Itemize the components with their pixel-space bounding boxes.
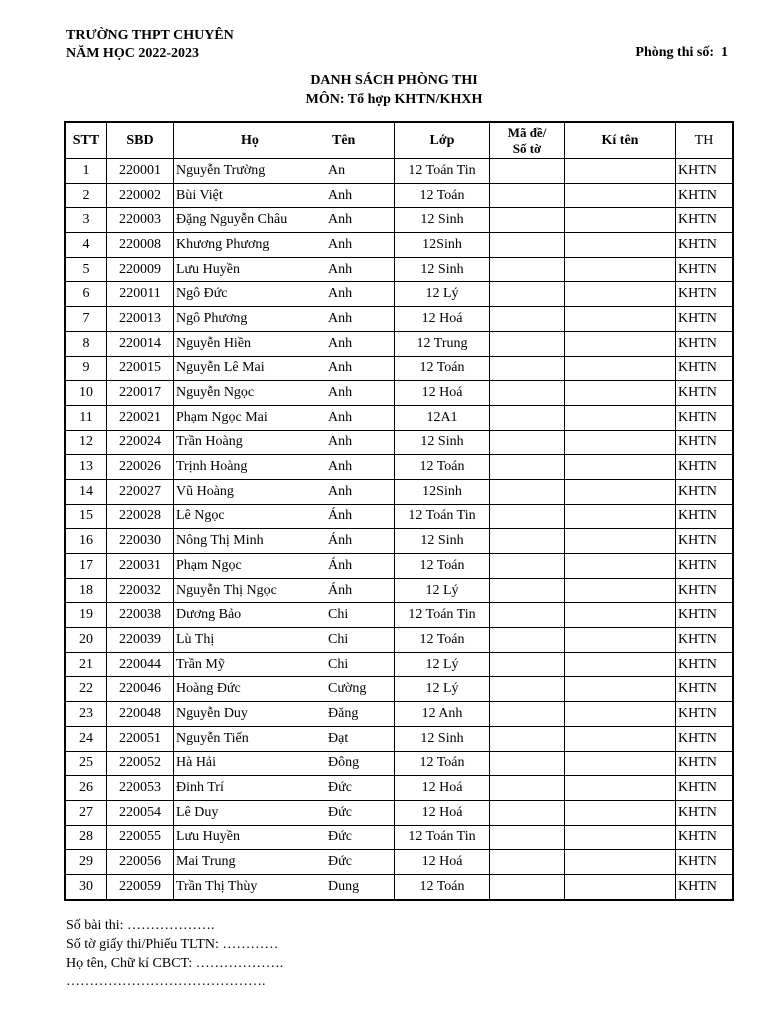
cell-made	[490, 307, 565, 332]
cell-made	[490, 603, 565, 628]
cell-kiten	[565, 603, 676, 628]
cell-stt: 15	[65, 504, 107, 529]
cell-kiten	[565, 677, 676, 702]
exam-room-table	[64, 121, 734, 901]
cell-ten: Anh	[326, 455, 395, 480]
cell-sbd: 220014	[107, 331, 174, 356]
cell-ho: Trần Thị Thùy	[174, 874, 327, 899]
cell-made	[490, 800, 565, 825]
col-ten: Tên	[326, 122, 395, 159]
cell-lop: 12 Toán	[395, 183, 490, 208]
cell-ten: Ánh	[326, 529, 395, 554]
cell-ho: Ngô Đức	[174, 282, 327, 307]
cell-th: KHTN	[676, 529, 734, 554]
cell-stt: 3	[65, 208, 107, 233]
cell-stt: 25	[65, 751, 107, 776]
cell-ten: Anh	[326, 208, 395, 233]
cell-kiten	[565, 331, 676, 356]
cell-sbd: 220032	[107, 578, 174, 603]
cell-lop: 12 Hoá	[395, 776, 490, 801]
cell-sbd: 220044	[107, 652, 174, 677]
cell-ho: Nguyễn Hiền	[174, 331, 327, 356]
cell-ten: Đức	[326, 825, 395, 850]
cell-th: KHTN	[676, 381, 734, 406]
cell-made	[490, 159, 565, 184]
room-label: Phòng thi số:	[635, 45, 714, 60]
cell-lop: 12 Lý	[395, 282, 490, 307]
cell-th: KHTN	[676, 554, 734, 579]
cell-lop: 12 Sinh	[395, 726, 490, 751]
cell-made	[490, 430, 565, 455]
cell-stt: 29	[65, 850, 107, 875]
cell-made	[490, 208, 565, 233]
cell-stt: 14	[65, 479, 107, 504]
cell-kiten	[565, 578, 676, 603]
cell-sbd: 220027	[107, 479, 174, 504]
cell-sbd: 220055	[107, 825, 174, 850]
footer-answer-count: Số bài thi: ……………….	[66, 918, 215, 933]
table-row	[65, 405, 733, 430]
cell-kiten	[565, 874, 676, 899]
cell-lop: 12 Anh	[395, 702, 490, 727]
cell-ho: Nguyễn Duy	[174, 702, 327, 727]
cell-ho: Trần Mỹ	[174, 652, 327, 677]
col-made-line2: Số tờ	[512, 140, 542, 156]
cell-th: KHTN	[676, 183, 734, 208]
cell-ho: Vũ Hoàng	[174, 479, 327, 504]
cell-ten: Cường	[326, 677, 395, 702]
table-row	[65, 208, 733, 233]
cell-ten: Ánh	[326, 504, 395, 529]
cell-th: KHTN	[676, 331, 734, 356]
cell-sbd: 220002	[107, 183, 174, 208]
cell-sbd: 220059	[107, 874, 174, 899]
cell-lop: 12 Toán	[395, 874, 490, 899]
cell-ten: Đông	[326, 751, 395, 776]
table-row	[65, 825, 733, 850]
cell-lop: 12 Toán	[395, 628, 490, 653]
cell-made	[490, 874, 565, 899]
cell-ho: Nguyễn Tiến	[174, 726, 327, 751]
cell-sbd: 220038	[107, 603, 174, 628]
cell-kiten	[565, 504, 676, 529]
table-row	[65, 628, 733, 653]
cell-made	[490, 578, 565, 603]
cell-sbd: 220011	[107, 282, 174, 307]
cell-ten: Đức	[326, 776, 395, 801]
cell-th: KHTN	[676, 726, 734, 751]
cell-th: KHTN	[676, 356, 734, 381]
cell-th: KHTN	[676, 702, 734, 727]
table-row	[65, 800, 733, 825]
cell-made	[490, 652, 565, 677]
cell-ho: Phạm Ngọc Mai	[174, 405, 327, 430]
cell-sbd: 220048	[107, 702, 174, 727]
cell-kiten	[565, 356, 676, 381]
school-name: TRƯỜNG THPT CHUYÊN	[66, 28, 234, 43]
cell-kiten	[565, 652, 676, 677]
cell-lop: 12 Lý	[395, 677, 490, 702]
cell-sbd: 220046	[107, 677, 174, 702]
cell-th: KHTN	[676, 208, 734, 233]
cell-kiten	[565, 233, 676, 258]
cell-lop: 12 Toán	[395, 751, 490, 776]
cell-th: KHTN	[676, 751, 734, 776]
cell-stt: 27	[65, 800, 107, 825]
cell-ho: Đặng Nguyễn Châu	[174, 208, 327, 233]
cell-sbd: 220009	[107, 257, 174, 282]
table-row	[65, 331, 733, 356]
cell-stt: 9	[65, 356, 107, 381]
cell-ten: Đức	[326, 800, 395, 825]
cell-kiten	[565, 776, 676, 801]
cell-stt: 21	[65, 652, 107, 677]
cell-made	[490, 529, 565, 554]
cell-sbd: 220031	[107, 554, 174, 579]
cell-ho: Trịnh Hoàng	[174, 455, 327, 480]
cell-kiten	[565, 751, 676, 776]
cell-made	[490, 628, 565, 653]
cell-kiten	[565, 405, 676, 430]
table-row	[65, 554, 733, 579]
cell-lop: 12 Trung	[395, 331, 490, 356]
cell-sbd: 220017	[107, 381, 174, 406]
cell-th: KHTN	[676, 874, 734, 899]
cell-ten: Anh	[326, 381, 395, 406]
cell-stt: 18	[65, 578, 107, 603]
cell-ten: Ánh	[326, 578, 395, 603]
cell-stt: 20	[65, 628, 107, 653]
cell-lop: 12 Toán	[395, 455, 490, 480]
cell-made	[490, 356, 565, 381]
cell-made	[490, 504, 565, 529]
cell-th: KHTN	[676, 628, 734, 653]
cell-sbd: 220039	[107, 628, 174, 653]
cell-stt: 23	[65, 702, 107, 727]
cell-ten: Ánh	[326, 554, 395, 579]
table-row	[65, 776, 733, 801]
cell-ho: Hoàng Đức	[174, 677, 327, 702]
cell-made	[490, 455, 565, 480]
cell-ho: Lê Ngọc	[174, 504, 327, 529]
cell-stt: 19	[65, 603, 107, 628]
cell-stt: 12	[65, 430, 107, 455]
cell-lop: 12 Toán Tin	[395, 825, 490, 850]
cell-made	[490, 776, 565, 801]
footer-proctor-signature: Họ tên, Chữ kí CBCT: ……………….	[66, 956, 284, 971]
cell-ten: Anh	[326, 307, 395, 332]
cell-lop: 12 Toán	[395, 356, 490, 381]
cell-stt: 2	[65, 183, 107, 208]
cell-ten: Anh	[326, 282, 395, 307]
cell-lop: 12 Toán Tin	[395, 603, 490, 628]
cell-ten: Anh	[326, 356, 395, 381]
col-stt: STT	[65, 122, 107, 159]
cell-kiten	[565, 726, 676, 751]
cell-kiten	[565, 850, 676, 875]
cell-lop: 12Sinh	[395, 479, 490, 504]
cell-stt: 17	[65, 554, 107, 579]
cell-lop: 12 Hoá	[395, 800, 490, 825]
room-value: 1	[721, 45, 728, 60]
cell-made	[490, 331, 565, 356]
cell-kiten	[565, 800, 676, 825]
table-row	[65, 504, 733, 529]
cell-ten: Đăng	[326, 702, 395, 727]
cell-sbd: 220003	[107, 208, 174, 233]
document-title: DANH SÁCH PHÒNG THI	[310, 73, 478, 88]
table-row	[65, 257, 733, 282]
cell-ten: Chi	[326, 652, 395, 677]
table-row	[65, 726, 733, 751]
table-row	[65, 356, 733, 381]
cell-ten: Chi	[326, 603, 395, 628]
cell-kiten	[565, 159, 676, 184]
cell-ten: Anh	[326, 331, 395, 356]
table-row	[65, 874, 733, 899]
cell-sbd: 220021	[107, 405, 174, 430]
cell-lop: 12A1	[395, 405, 490, 430]
cell-sbd: 220053	[107, 776, 174, 801]
cell-ten: Đức	[326, 850, 395, 875]
cell-th: KHTN	[676, 282, 734, 307]
room-number	[635, 44, 728, 62]
cell-sbd: 220015	[107, 356, 174, 381]
cell-sbd: 220028	[107, 504, 174, 529]
cell-ten: Dung	[326, 874, 395, 899]
table-row	[65, 578, 733, 603]
table-row	[65, 282, 733, 307]
cell-ho: Lưu Huyền	[174, 825, 327, 850]
cell-lop: 12 Lý	[395, 652, 490, 677]
cell-sbd: 220052	[107, 751, 174, 776]
table-row	[65, 183, 733, 208]
cell-sbd: 220008	[107, 233, 174, 258]
col-th: TH	[676, 122, 734, 159]
cell-made	[490, 381, 565, 406]
cell-th: KHTN	[676, 603, 734, 628]
cell-kiten	[565, 529, 676, 554]
cell-made	[490, 850, 565, 875]
cell-sbd: 220051	[107, 726, 174, 751]
table-row	[65, 529, 733, 554]
cell-ho: Lưu Huyền	[174, 257, 327, 282]
cell-stt: 7	[65, 307, 107, 332]
table-row	[65, 233, 733, 258]
cell-stt: 28	[65, 825, 107, 850]
footer-signature-line: …………………………………….	[66, 974, 266, 989]
cell-stt: 5	[65, 257, 107, 282]
cell-ho: Dương Bảo	[174, 603, 327, 628]
cell-sbd: 220030	[107, 529, 174, 554]
cell-lop: 12 Hoá	[395, 850, 490, 875]
cell-ten: An	[326, 159, 395, 184]
cell-ho: Ngô Phương	[174, 307, 327, 332]
table-row	[65, 455, 733, 480]
cell-th: KHTN	[676, 800, 734, 825]
cell-made	[490, 479, 565, 504]
cell-stt: 24	[65, 726, 107, 751]
table-header-row	[65, 122, 733, 159]
cell-ten: Anh	[326, 430, 395, 455]
cell-kiten	[565, 430, 676, 455]
cell-ho: Lê Duy	[174, 800, 327, 825]
cell-th: KHTN	[676, 776, 734, 801]
cell-kiten	[565, 183, 676, 208]
cell-made	[490, 677, 565, 702]
col-made-line1: Mã đề/	[507, 124, 547, 140]
cell-th: KHTN	[676, 504, 734, 529]
cell-th: KHTN	[676, 159, 734, 184]
cell-ho: Bùi Việt	[174, 183, 327, 208]
cell-th: KHTN	[676, 850, 734, 875]
cell-kiten	[565, 628, 676, 653]
cell-made	[490, 751, 565, 776]
cell-lop: 12 Sinh	[395, 430, 490, 455]
cell-stt: 30	[65, 874, 107, 899]
table-row	[65, 430, 733, 455]
cell-ten: Anh	[326, 257, 395, 282]
cell-th: KHTN	[676, 825, 734, 850]
cell-lop: 12 Toán Tin	[395, 159, 490, 184]
cell-stt: 16	[65, 529, 107, 554]
cell-kiten	[565, 381, 676, 406]
cell-lop: 12 Toán	[395, 554, 490, 579]
cell-kiten	[565, 554, 676, 579]
cell-ho: Mai Trung	[174, 850, 327, 875]
cell-ten: Anh	[326, 183, 395, 208]
cell-ho: Nguyễn Lê Mai	[174, 356, 327, 381]
cell-ho: Nguyễn Ngọc	[174, 381, 327, 406]
cell-made	[490, 183, 565, 208]
cell-lop: 12 Toán Tin	[395, 504, 490, 529]
cell-lop: 12 Sinh	[395, 208, 490, 233]
cell-sbd: 220056	[107, 850, 174, 875]
cell-th: KHTN	[676, 578, 734, 603]
cell-ho: Nguyễn Trường	[174, 159, 327, 184]
subject-title: MÔN: Tổ hợp KHTN/KHXH	[305, 92, 483, 107]
cell-kiten	[565, 307, 676, 332]
cell-stt: 26	[65, 776, 107, 801]
cell-kiten	[565, 702, 676, 727]
cell-ten: Anh	[326, 479, 395, 504]
cell-ten: Anh	[326, 233, 395, 258]
cell-th: KHTN	[676, 307, 734, 332]
table-row	[65, 603, 733, 628]
cell-kiten	[565, 479, 676, 504]
cell-th: KHTN	[676, 677, 734, 702]
cell-th: KHTN	[676, 479, 734, 504]
table-row	[65, 751, 733, 776]
cell-kiten	[565, 257, 676, 282]
cell-stt: 4	[65, 233, 107, 258]
cell-lop: 12 Sinh	[395, 257, 490, 282]
cell-made	[490, 405, 565, 430]
cell-ho: Đinh Trí	[174, 776, 327, 801]
cell-made	[490, 282, 565, 307]
col-lop: Lớp	[395, 122, 490, 159]
cell-lop: 12 Lý	[395, 578, 490, 603]
cell-lop: 12 Sinh	[395, 529, 490, 554]
cell-ho: Hà Hải	[174, 751, 327, 776]
cell-stt: 8	[65, 331, 107, 356]
cell-made	[490, 825, 565, 850]
cell-stt: 11	[65, 405, 107, 430]
cell-made	[490, 257, 565, 282]
cell-made	[490, 554, 565, 579]
cell-lop: 12 Hoá	[395, 381, 490, 406]
cell-sbd: 220054	[107, 800, 174, 825]
cell-sbd: 220026	[107, 455, 174, 480]
col-sbd: SBD	[107, 122, 174, 159]
cell-stt: 13	[65, 455, 107, 480]
cell-sbd: 220001	[107, 159, 174, 184]
cell-sbd: 220013	[107, 307, 174, 332]
table-row	[65, 652, 733, 677]
cell-lop: 12 Hoá	[395, 307, 490, 332]
cell-th: KHTN	[676, 455, 734, 480]
col-ho: Họ	[174, 122, 327, 159]
cell-th: KHTN	[676, 430, 734, 455]
cell-made	[490, 726, 565, 751]
cell-stt: 1	[65, 159, 107, 184]
cell-sbd: 220024	[107, 430, 174, 455]
cell-ten: Đạt	[326, 726, 395, 751]
table-row	[65, 307, 733, 332]
cell-ho: Khương Phương	[174, 233, 327, 258]
cell-ho: Trần Hoàng	[174, 430, 327, 455]
cell-made	[490, 233, 565, 258]
cell-kiten	[565, 282, 676, 307]
cell-made	[490, 702, 565, 727]
table-row	[65, 479, 733, 504]
cell-kiten	[565, 825, 676, 850]
col-made	[490, 122, 565, 159]
cell-stt: 22	[65, 677, 107, 702]
cell-th: KHTN	[676, 233, 734, 258]
cell-ho: Nông Thị Minh	[174, 529, 327, 554]
cell-ho: Nguyễn Thị Ngọc	[174, 578, 327, 603]
cell-lop: 12Sinh	[395, 233, 490, 258]
table-row	[65, 850, 733, 875]
cell-ten: Chi	[326, 628, 395, 653]
cell-ho: Phạm Ngọc	[174, 554, 327, 579]
table-row	[65, 702, 733, 727]
cell-th: KHTN	[676, 257, 734, 282]
table-row	[65, 381, 733, 406]
table-row	[65, 677, 733, 702]
school-year: NĂM HỌC 2022-2023	[66, 46, 199, 61]
col-kiten: Kí tên	[565, 122, 676, 159]
cell-th: KHTN	[676, 652, 734, 677]
cell-ten: Anh	[326, 405, 395, 430]
footer-sheet-count: Số tờ giấy thi/Phiếu TLTN: …………	[66, 937, 279, 952]
cell-th: KHTN	[676, 405, 734, 430]
cell-kiten	[565, 208, 676, 233]
cell-stt: 6	[65, 282, 107, 307]
cell-kiten	[565, 455, 676, 480]
cell-stt: 10	[65, 381, 107, 406]
table-row	[65, 159, 733, 184]
cell-ho: Lù Thị	[174, 628, 327, 653]
